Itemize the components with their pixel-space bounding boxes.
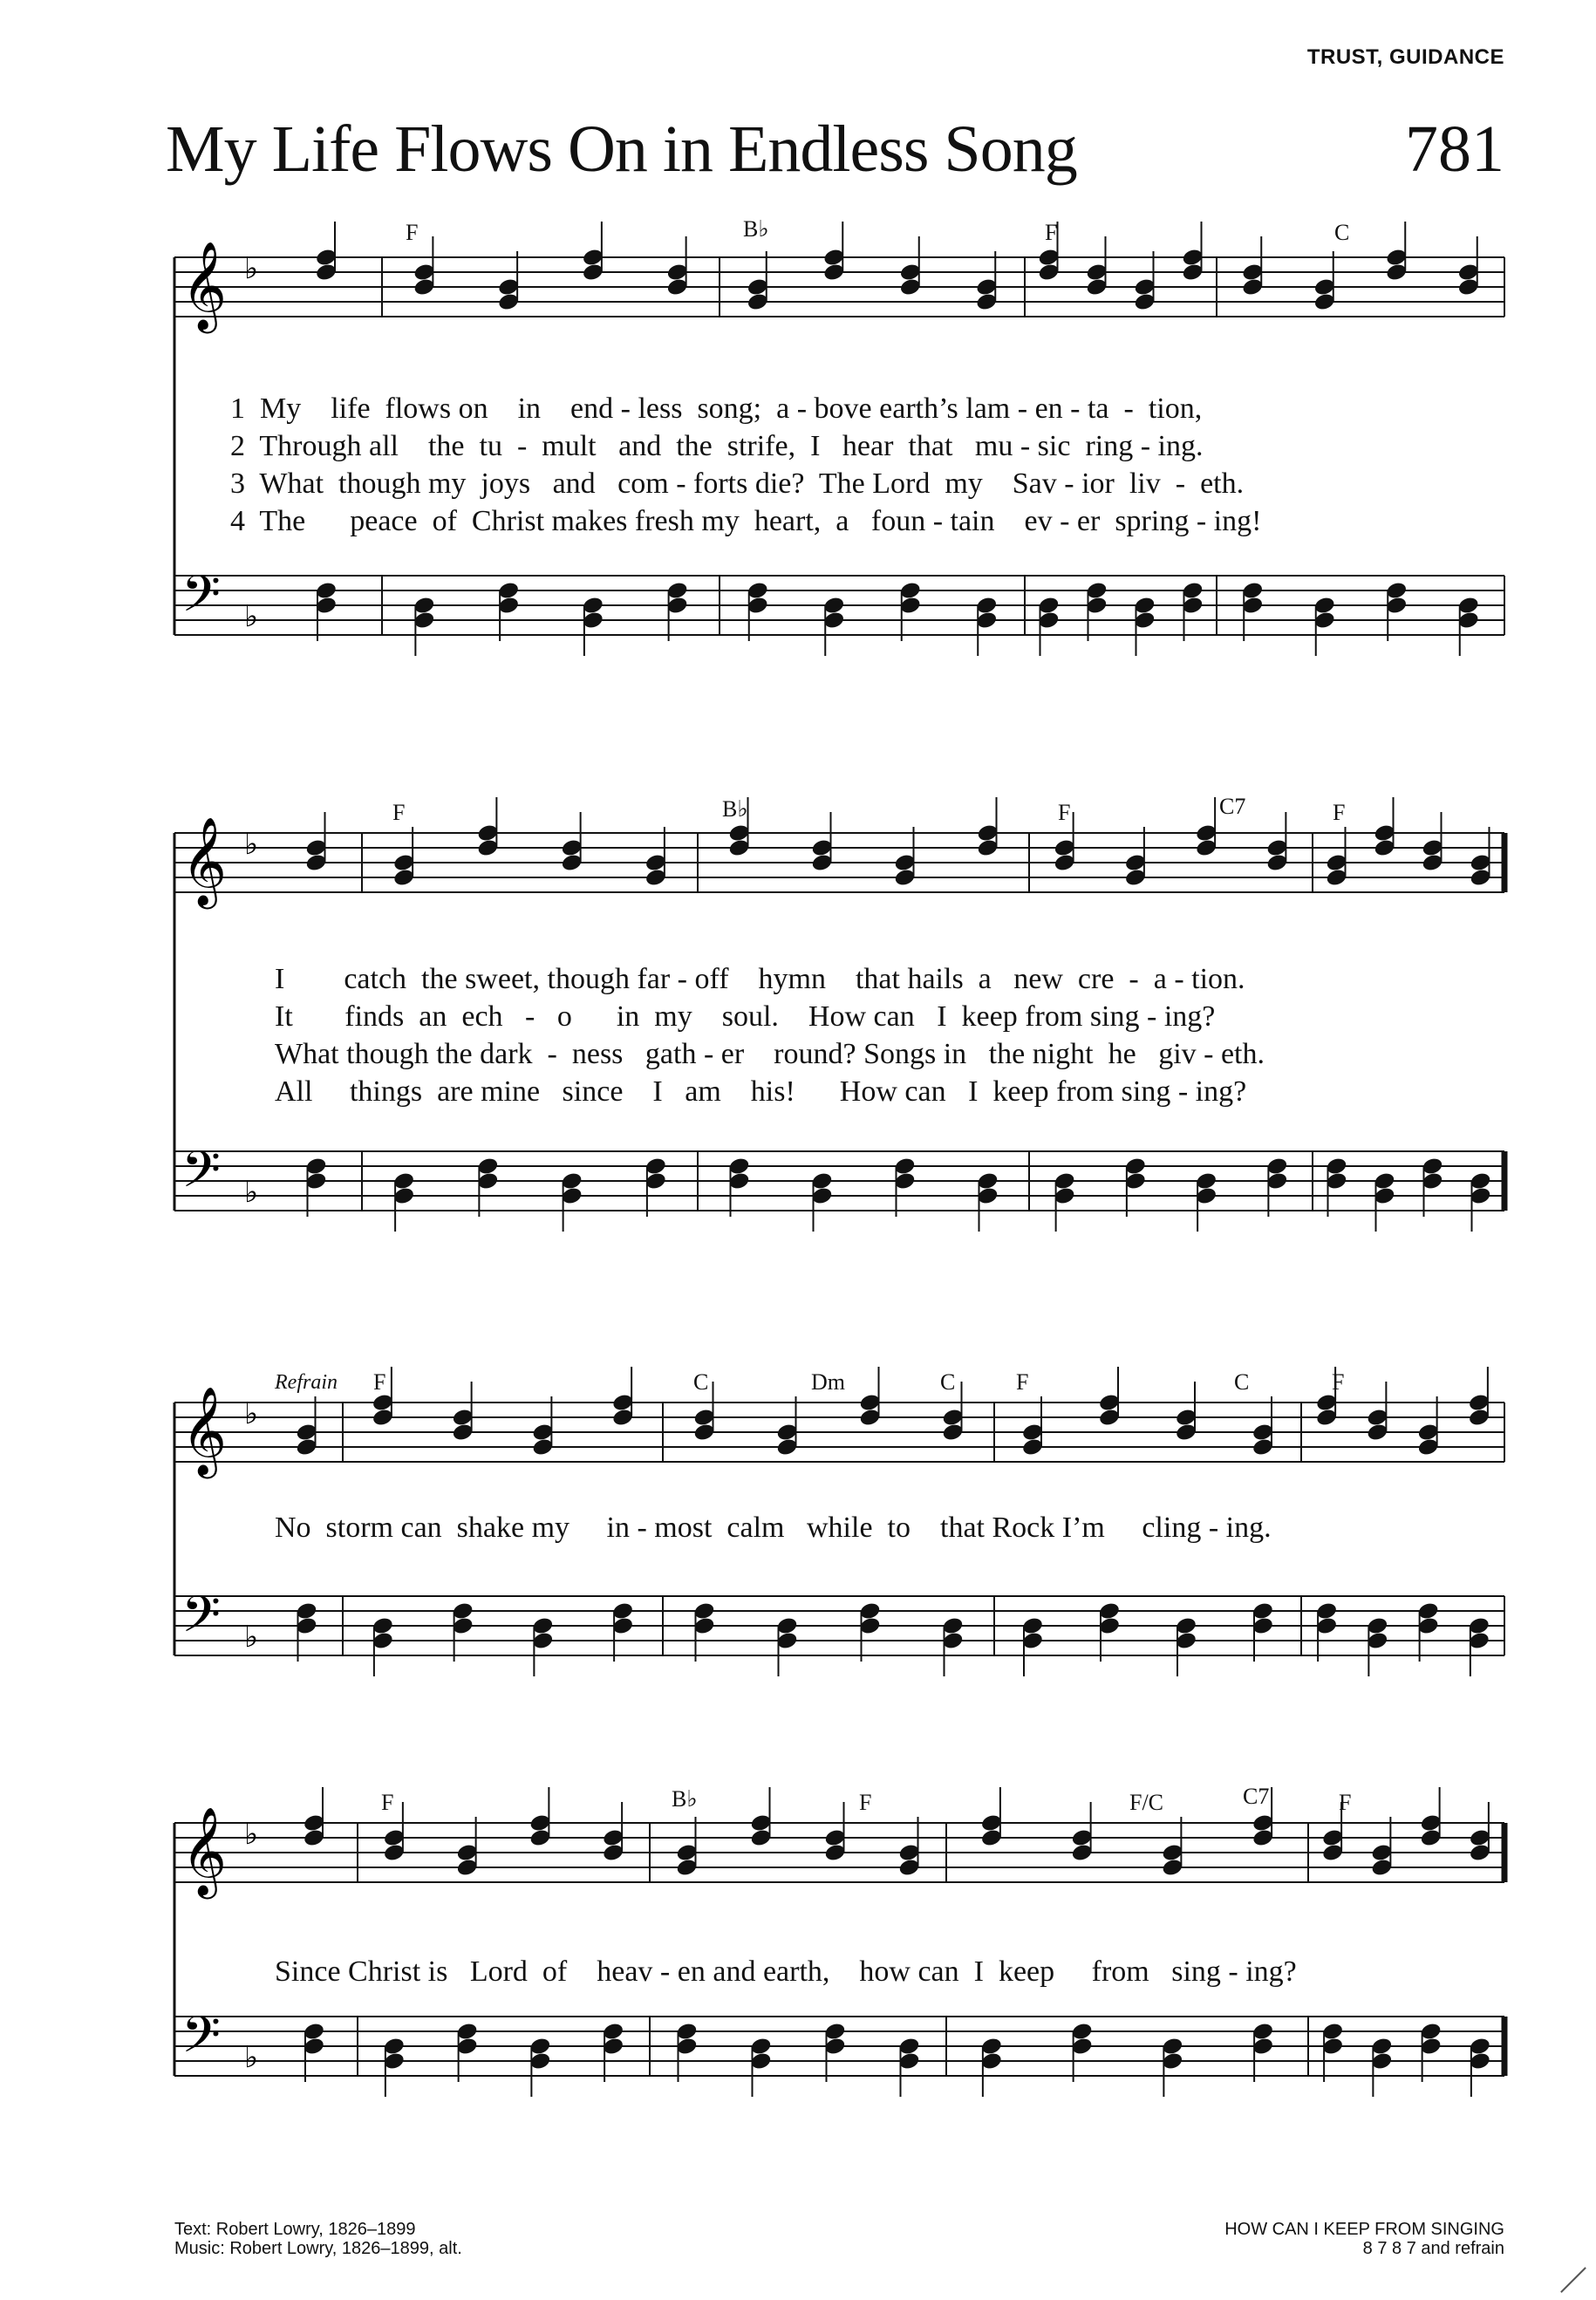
- lyric-line: What though the dark - ness gath - er round? Songs in the night he giv - eth.: [275, 1038, 1265, 1070]
- chord-symbol: C: [1334, 220, 1350, 245]
- flat-key-icon: ♭: [244, 827, 259, 862]
- chord-symbol: F: [373, 1369, 386, 1395]
- chord-symbol: F: [406, 220, 419, 245]
- chord-symbol: Dm: [811, 1369, 845, 1395]
- bass-clef-icon: 𝄢: [181, 2005, 222, 2077]
- bass-clef-icon: 𝄢: [181, 1585, 222, 1656]
- lyric-line: 2 Through all the tu - mult and the strife, I hear that mu - sic ring - ing.: [230, 430, 1204, 462]
- treble-clef-icon: 𝄞: [181, 1805, 228, 1895]
- treble-clef-icon: 𝄞: [181, 1385, 228, 1475]
- chord-symbol: F: [392, 800, 406, 825]
- lyric-line: No storm can shake my in - most calm while to that Rock I’m cling - ing.: [275, 1512, 1272, 1544]
- lyric-line: 4 The peace of Christ makes fresh my heart, a foun - tain ev - er spring - ing!: [230, 505, 1262, 537]
- refrain-label: Refrain: [275, 1371, 338, 1394]
- flat-key-icon: ♭: [244, 1396, 259, 1431]
- treble-clef-icon: 𝄞: [181, 816, 228, 905]
- flat-key-icon: ♭: [244, 2040, 259, 2075]
- chord-symbol: F/C: [1129, 1790, 1164, 1815]
- flat-key-icon: ♭: [244, 251, 259, 286]
- chord-symbol: C: [940, 1369, 956, 1395]
- category-label: TRUST, GUIDANCE: [1306, 45, 1504, 69]
- hymn-number: 781: [1405, 113, 1504, 186]
- chord-symbol: F: [1016, 1369, 1029, 1395]
- chord-symbol: B♭: [672, 1786, 698, 1812]
- flat-key-icon: ♭: [244, 1817, 259, 1852]
- chord-symbol: C: [693, 1369, 709, 1395]
- chord-symbol: F: [859, 1790, 872, 1815]
- lyric-line: 3 What though my joys and com - forts die? The Lord my Sav - ior liv - eth.: [230, 468, 1245, 500]
- chord-symbol: B♭: [722, 796, 748, 822]
- chord-symbol: F: [1333, 800, 1346, 825]
- chord-symbol: C7: [1243, 1784, 1270, 1809]
- text-credit: Text: Robert Lowry, 1826–1899: [174, 2220, 416, 2239]
- chord-symbol: F: [1339, 1790, 1352, 1815]
- lyric-line: I catch the sweet, though far - off hymn that hails a new cre - a - tion.: [275, 963, 1245, 995]
- chord-symbol: F: [1332, 1369, 1345, 1395]
- chord-symbol: F: [1058, 800, 1071, 825]
- music-credit: Music: Robert Lowry, 1826–1899, alt.: [174, 2239, 462, 2258]
- bass-clef-icon: 𝄢: [181, 1140, 222, 1211]
- lyric-line: 1 My life flows on in end - less song; a - bove earth’s lam - en - ta - tion,: [230, 392, 1203, 425]
- lyric-line: Since Christ is Lord of heav - en and earth, how can I keep from sing - ing?: [275, 1955, 1297, 1988]
- lyric-line: All things are mine since I am his! How can I keep from sing - ing?: [275, 1075, 1247, 1108]
- flat-key-icon: ♭: [244, 599, 259, 634]
- meter-label: 8 7 8 7 and refrain: [1362, 2239, 1504, 2258]
- treble-clef-icon: 𝄞: [181, 240, 228, 330]
- chord-symbol: C7: [1219, 794, 1246, 819]
- flat-key-icon: ♭: [244, 1175, 259, 1210]
- chord-symbol: F: [381, 1790, 394, 1815]
- chord-symbol: C: [1234, 1369, 1250, 1395]
- flat-key-icon: ♭: [244, 1620, 259, 1655]
- bass-clef-icon: 𝄢: [181, 564, 222, 636]
- lyric-line: It finds an ech - o in my soul. How can I keep from sing - ing?: [275, 1000, 1216, 1033]
- tune-name: HOW CAN I KEEP FROM SINGING: [1224, 2220, 1504, 2239]
- hymn-title: My Life Flows On in Endless Song: [166, 113, 1077, 186]
- chord-symbol: F: [1045, 220, 1058, 245]
- chord-symbol: B♭: [743, 216, 769, 242]
